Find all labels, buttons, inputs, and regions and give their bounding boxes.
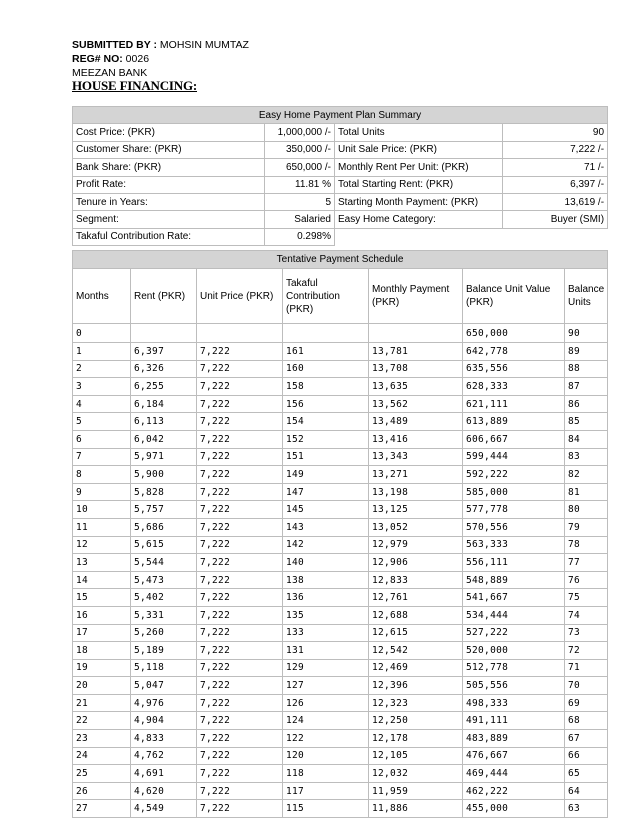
submitted-by-label: SUBMITTED BY : <box>72 39 157 51</box>
summary-value: 71 /- <box>503 159 608 176</box>
summary-title: Easy Home Payment Plan Summary <box>73 107 608 124</box>
schedule-cell: 149 <box>283 466 369 484</box>
schedule-cell: 6,255 <box>131 378 197 396</box>
schedule-cell: 7,222 <box>197 536 283 554</box>
schedule-cell: 7,222 <box>197 747 283 765</box>
summary-label: Segment: <box>73 211 265 228</box>
schedule-cell: 12,323 <box>369 694 463 712</box>
schedule-cell: 76 <box>565 571 608 589</box>
schedule-cell: 12,396 <box>369 677 463 695</box>
schedule-cell: 140 <box>283 554 369 572</box>
column-header: Monthly Payment (PKR) <box>369 269 463 324</box>
schedule-cell: 6,113 <box>131 413 197 431</box>
schedule-row <box>73 624 608 642</box>
schedule-cell: 67 <box>565 730 608 748</box>
summary-label: Customer Share: (PKR) <box>73 141 265 158</box>
schedule-cell: 13,781 <box>369 343 463 361</box>
schedule-cell: 13,635 <box>369 378 463 396</box>
schedule-row <box>73 324 608 343</box>
schedule-cell: 7,222 <box>197 360 283 378</box>
schedule-row <box>73 518 608 536</box>
schedule-cell: 145 <box>283 501 369 519</box>
schedule-cell: 534,444 <box>463 606 565 624</box>
schedule-cell: 13,198 <box>369 483 463 501</box>
summary-label: Easy Home Category: <box>335 211 503 228</box>
schedule-row <box>73 395 608 413</box>
summary-row-takaful <box>73 228 608 245</box>
schedule-cell: 80 <box>565 501 608 519</box>
schedule-cell: 5,260 <box>131 624 197 642</box>
column-header: Months <box>73 269 131 324</box>
schedule-cell: 89 <box>565 343 608 361</box>
schedule-cell: 556,111 <box>463 554 565 572</box>
schedule-cell: 7,222 <box>197 430 283 448</box>
schedule-cell: 72 <box>565 642 608 660</box>
schedule-title: Tentative Payment Schedule <box>73 251 608 269</box>
schedule-cell: 158 <box>283 378 369 396</box>
schedule-cell: 7,222 <box>197 694 283 712</box>
schedule-cell: 129 <box>283 659 369 677</box>
summary-label: Profit Rate: <box>73 176 265 193</box>
payment-plan-summary-table <box>72 106 608 246</box>
summary-value: 7,222 /- <box>503 141 608 158</box>
schedule-cell: 136 <box>283 589 369 607</box>
schedule-cell: 12,178 <box>369 730 463 748</box>
schedule-cell: 12,761 <box>369 589 463 607</box>
schedule-cell: 79 <box>565 518 608 536</box>
schedule-cell: 138 <box>283 571 369 589</box>
schedule-row <box>73 677 608 695</box>
schedule-cell: 13,562 <box>369 395 463 413</box>
column-header: Balance Units <box>565 269 608 324</box>
schedule-cell: 7,222 <box>197 677 283 695</box>
schedule-cell: 7 <box>73 448 131 466</box>
schedule-cell: 18 <box>73 642 131 660</box>
schedule-cell: 599,444 <box>463 448 565 466</box>
schedule-cell: 585,000 <box>463 483 565 501</box>
schedule-cell: 122 <box>283 730 369 748</box>
schedule-cell: 4,976 <box>131 694 197 712</box>
schedule-cell: 65 <box>565 765 608 783</box>
schedule-cell: 7,222 <box>197 765 283 783</box>
schedule-cell: 7,222 <box>197 712 283 730</box>
schedule-cell: 13,708 <box>369 360 463 378</box>
takaful-rate-value: 0.298% <box>265 228 335 245</box>
bank-name: MEEZAN BANK <box>72 67 148 79</box>
schedule-cell: 7,222 <box>197 378 283 396</box>
schedule-cell: 13,271 <box>369 466 463 484</box>
summary-value: 350,000 /- <box>265 141 335 158</box>
schedule-row <box>73 483 608 501</box>
schedule-cell: 143 <box>283 518 369 536</box>
schedule-cell: 577,778 <box>463 501 565 519</box>
schedule-cell <box>283 324 369 343</box>
schedule-cell: 520,000 <box>463 642 565 660</box>
summary-row <box>73 211 608 228</box>
schedule-cell: 606,667 <box>463 430 565 448</box>
schedule-cell: 14 <box>73 571 131 589</box>
schedule-cell: 7,222 <box>197 659 283 677</box>
schedule-cell: 66 <box>565 747 608 765</box>
schedule-cell: 613,889 <box>463 413 565 431</box>
summary-value: 1,000,000 /- <box>265 124 335 141</box>
reg-no-value: 0026 <box>122 53 150 65</box>
submitted-by-line <box>72 38 249 52</box>
submitted-by-name: MOHSIN MUMTAZ <box>156 39 249 51</box>
schedule-cell: 13,489 <box>369 413 463 431</box>
schedule-cell: 13,416 <box>369 430 463 448</box>
schedule-cell: 84 <box>565 430 608 448</box>
schedule-cell: 27 <box>73 800 131 818</box>
schedule-cell: 90 <box>565 324 608 343</box>
schedule-cell: 69 <box>565 694 608 712</box>
schedule-cell: 12,688 <box>369 606 463 624</box>
reg-no-label: REG# NO: <box>72 53 123 65</box>
schedule-cell: 12,469 <box>369 659 463 677</box>
schedule-cell: 74 <box>565 606 608 624</box>
schedule-cell: 7,222 <box>197 448 283 466</box>
schedule-cell: 126 <box>283 694 369 712</box>
schedule-row <box>73 343 608 361</box>
schedule-cell: 469,444 <box>463 765 565 783</box>
schedule-cell: 642,778 <box>463 343 565 361</box>
schedule-cell: 24 <box>73 747 131 765</box>
schedule-cell: 1 <box>73 343 131 361</box>
summary-row <box>73 176 608 193</box>
summary-label: Unit Sale Price: (PKR) <box>335 141 503 158</box>
schedule-cell: 5,757 <box>131 501 197 519</box>
summary-value: 13,619 /- <box>503 193 608 210</box>
schedule-cell: 592,222 <box>463 466 565 484</box>
schedule-cell: 4,620 <box>131 782 197 800</box>
schedule-cell: 64 <box>565 782 608 800</box>
schedule-cell: 6,184 <box>131 395 197 413</box>
summary-value: 11.81 % <box>265 176 335 193</box>
schedule-cell: 4,762 <box>131 747 197 765</box>
schedule-cell: 7,222 <box>197 624 283 642</box>
summary-row <box>73 193 608 210</box>
schedule-cell: 455,000 <box>463 800 565 818</box>
schedule-cell: 12,906 <box>369 554 463 572</box>
schedule-cell: 22 <box>73 712 131 730</box>
schedule-cell: 127 <box>283 677 369 695</box>
schedule-cell: 11,959 <box>369 782 463 800</box>
schedule-cell: 5,615 <box>131 536 197 554</box>
schedule-cell: 12,105 <box>369 747 463 765</box>
schedule-cell: 4,904 <box>131 712 197 730</box>
schedule-cell: 4 <box>73 395 131 413</box>
schedule-cell: 5,971 <box>131 448 197 466</box>
schedule-cell: 13 <box>73 554 131 572</box>
schedule-row <box>73 642 608 660</box>
schedule-cell: 5 <box>73 413 131 431</box>
schedule-cell: 142 <box>283 536 369 554</box>
schedule-cell: 7,222 <box>197 782 283 800</box>
schedule-cell: 3 <box>73 378 131 396</box>
schedule-cell: 7,222 <box>197 466 283 484</box>
schedule-cell: 462,222 <box>463 782 565 800</box>
schedule-header-row <box>73 269 608 324</box>
schedule-cell: 13,052 <box>369 518 463 536</box>
schedule-cell: 5,686 <box>131 518 197 536</box>
schedule-cell: 156 <box>283 395 369 413</box>
schedule-cell: 12,615 <box>369 624 463 642</box>
summary-value: 90 <box>503 124 608 141</box>
schedule-cell: 20 <box>73 677 131 695</box>
summary-label: Cost Price: (PKR) <box>73 124 265 141</box>
schedule-cell: 498,333 <box>463 694 565 712</box>
section-title: HOUSE FINANCING: <box>72 78 198 93</box>
schedule-cell: 7,222 <box>197 395 283 413</box>
schedule-cell: 124 <box>283 712 369 730</box>
schedule-cell <box>369 324 463 343</box>
schedule-cell: 4,691 <box>131 765 197 783</box>
schedule-cell: 5,047 <box>131 677 197 695</box>
schedule-cell: 81 <box>565 483 608 501</box>
schedule-cell: 12,250 <box>369 712 463 730</box>
schedule-row <box>73 782 608 800</box>
schedule-cell: 13,343 <box>369 448 463 466</box>
schedule-cell: 7,222 <box>197 518 283 536</box>
schedule-cell: 88 <box>565 360 608 378</box>
summary-label: Bank Share: (PKR) <box>73 159 265 176</box>
schedule-cell: 86 <box>565 395 608 413</box>
schedule-cell: 77 <box>565 554 608 572</box>
schedule-row <box>73 712 608 730</box>
schedule-row <box>73 659 608 677</box>
schedule-cell: 4,833 <box>131 730 197 748</box>
schedule-cell: 7,222 <box>197 413 283 431</box>
schedule-cell: 115 <box>283 800 369 818</box>
schedule-cell: 11 <box>73 518 131 536</box>
schedule-cell: 8 <box>73 466 131 484</box>
schedule-cell: 11,886 <box>369 800 463 818</box>
schedule-row <box>73 747 608 765</box>
schedule-cell: 17 <box>73 624 131 642</box>
schedule-cell: 7,222 <box>197 571 283 589</box>
schedule-cell: 7,222 <box>197 606 283 624</box>
schedule-cell: 83 <box>565 448 608 466</box>
schedule-row <box>73 571 608 589</box>
summary-label: Monthly Rent Per Unit: (PKR) <box>335 159 503 176</box>
schedule-cell: 5,118 <box>131 659 197 677</box>
schedule-cell: 161 <box>283 343 369 361</box>
schedule-row <box>73 360 608 378</box>
schedule-cell <box>197 324 283 343</box>
schedule-cell: 527,222 <box>463 624 565 642</box>
schedule-cell: 6,042 <box>131 430 197 448</box>
schedule-row <box>73 378 608 396</box>
summary-label: Total Starting Rent: (PKR) <box>335 176 503 193</box>
schedule-cell: 87 <box>565 378 608 396</box>
schedule-cell: 5,544 <box>131 554 197 572</box>
schedule-cell: 63 <box>565 800 608 818</box>
schedule-cell: 13,125 <box>369 501 463 519</box>
schedule-cell: 0 <box>73 324 131 343</box>
schedule-cell: 5,402 <box>131 589 197 607</box>
schedule-cell: 2 <box>73 360 131 378</box>
schedule-cell: 570,556 <box>463 518 565 536</box>
schedule-row <box>73 606 608 624</box>
schedule-cell: 635,556 <box>463 360 565 378</box>
schedule-cell: 5,189 <box>131 642 197 660</box>
schedule-cell: 512,778 <box>463 659 565 677</box>
schedule-title-row <box>73 251 608 269</box>
summary-value: Salaried <box>265 211 335 228</box>
reg-no-line <box>72 52 149 66</box>
schedule-cell: 7,222 <box>197 343 283 361</box>
schedule-cell: 151 <box>283 448 369 466</box>
schedule-cell: 133 <box>283 624 369 642</box>
schedule-cell: 131 <box>283 642 369 660</box>
schedule-cell: 19 <box>73 659 131 677</box>
summary-row <box>73 159 608 176</box>
schedule-cell: 70 <box>565 677 608 695</box>
schedule-cell: 152 <box>283 430 369 448</box>
summary-label: Total Units <box>335 124 503 141</box>
schedule-cell: 78 <box>565 536 608 554</box>
schedule-cell: 650,000 <box>463 324 565 343</box>
schedule-cell: 12 <box>73 536 131 554</box>
schedule-cell: 160 <box>283 360 369 378</box>
schedule-cell: 12,032 <box>369 765 463 783</box>
schedule-cell: 10 <box>73 501 131 519</box>
summary-row <box>73 141 608 158</box>
schedule-row <box>73 800 608 818</box>
schedule-row <box>73 765 608 783</box>
schedule-cell: 505,556 <box>463 677 565 695</box>
column-header: Unit Price (PKR) <box>197 269 283 324</box>
schedule-row <box>73 589 608 607</box>
schedule-cell: 7,222 <box>197 730 283 748</box>
schedule-row <box>73 501 608 519</box>
schedule-cell: 117 <box>283 782 369 800</box>
schedule-cell: 23 <box>73 730 131 748</box>
schedule-row <box>73 694 608 712</box>
schedule-cell: 73 <box>565 624 608 642</box>
column-header: Takaful Contribution (PKR) <box>283 269 369 324</box>
schedule-cell: 21 <box>73 694 131 712</box>
schedule-cell: 71 <box>565 659 608 677</box>
column-header: Balance Unit Value (PKR) <box>463 269 565 324</box>
schedule-cell: 68 <box>565 712 608 730</box>
schedule-cell: 7,222 <box>197 642 283 660</box>
summary-label: Starting Month Payment: (PKR) <box>335 193 503 210</box>
schedule-cell: 541,667 <box>463 589 565 607</box>
schedule-cell: 12,542 <box>369 642 463 660</box>
schedule-row <box>73 466 608 484</box>
schedule-cell: 7,222 <box>197 483 283 501</box>
schedule-cell: 628,333 <box>463 378 565 396</box>
schedule-cell: 118 <box>283 765 369 783</box>
schedule-cell: 12,833 <box>369 571 463 589</box>
column-header: Rent (PKR) <box>131 269 197 324</box>
summary-title-row <box>73 107 608 124</box>
summary-row <box>73 124 608 141</box>
schedule-cell: 147 <box>283 483 369 501</box>
schedule-cell: 621,111 <box>463 395 565 413</box>
schedule-cell: 7,222 <box>197 501 283 519</box>
schedule-cell: 120 <box>283 747 369 765</box>
schedule-cell: 5,900 <box>131 466 197 484</box>
schedule-row <box>73 536 608 554</box>
summary-value: Buyer (SMI) <box>503 211 608 228</box>
schedule-cell: 483,889 <box>463 730 565 748</box>
schedule-cell: 4,549 <box>131 800 197 818</box>
schedule-cell: 5,473 <box>131 571 197 589</box>
summary-value: 650,000 /- <box>265 159 335 176</box>
schedule-cell: 5,828 <box>131 483 197 501</box>
schedule-cell: 6 <box>73 430 131 448</box>
schedule-row <box>73 730 608 748</box>
schedule-cell: 7,222 <box>197 589 283 607</box>
schedule-cell <box>131 324 197 343</box>
schedule-cell: 12,979 <box>369 536 463 554</box>
schedule-cell: 548,889 <box>463 571 565 589</box>
schedule-cell: 82 <box>565 466 608 484</box>
summary-label: Tenure in Years: <box>73 193 265 210</box>
schedule-cell: 7,222 <box>197 800 283 818</box>
schedule-cell: 16 <box>73 606 131 624</box>
schedule-cell: 15 <box>73 589 131 607</box>
schedule-row <box>73 413 608 431</box>
schedule-cell: 135 <box>283 606 369 624</box>
schedule-row <box>73 448 608 466</box>
schedule-cell: 491,111 <box>463 712 565 730</box>
takaful-rate-label: Takaful Contribution Rate: <box>73 228 265 245</box>
payment-schedule-table <box>72 250 608 818</box>
schedule-cell: 75 <box>565 589 608 607</box>
schedule-cell: 7,222 <box>197 554 283 572</box>
summary-value: 5 <box>265 193 335 210</box>
schedule-cell: 85 <box>565 413 608 431</box>
schedule-cell: 563,333 <box>463 536 565 554</box>
schedule-cell: 26 <box>73 782 131 800</box>
summary-value: 6,397 /- <box>503 176 608 193</box>
schedule-row <box>73 430 608 448</box>
schedule-cell: 154 <box>283 413 369 431</box>
schedule-cell: 25 <box>73 765 131 783</box>
schedule-cell: 476,667 <box>463 747 565 765</box>
schedule-row <box>73 554 608 572</box>
schedule-cell: 6,397 <box>131 343 197 361</box>
schedule-cell: 9 <box>73 483 131 501</box>
schedule-cell: 6,326 <box>131 360 197 378</box>
schedule-cell: 5,331 <box>131 606 197 624</box>
